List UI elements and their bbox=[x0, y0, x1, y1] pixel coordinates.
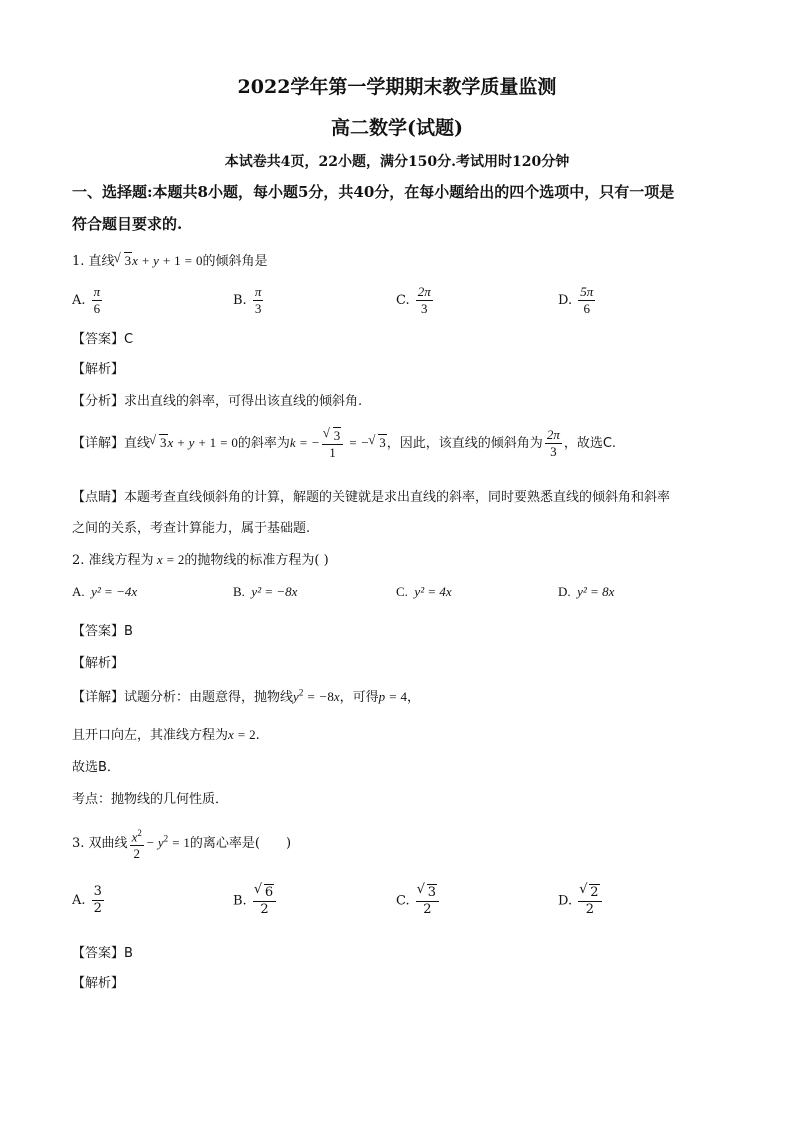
q2-line2: 且开口向左，其准线方程为x = 2. bbox=[72, 727, 260, 743]
q2-option-a[interactable]: A. y² = −4x bbox=[72, 584, 138, 599]
q2-analysis-tag: 【解析】 bbox=[72, 656, 125, 671]
question-1: 1. 直线√ 3x + y + 1 = 0的倾斜角是 bbox=[72, 250, 267, 269]
q3-analysis-tag: 【解析】 bbox=[72, 976, 125, 991]
q1-answer: 【答案】C bbox=[72, 332, 134, 347]
q2-option-c[interactable]: C. y² = 4x bbox=[396, 584, 452, 599]
q1-xiangjie: 【详解】直线√ 3x + y + 1 = 0的斜率为k = − √ $\frac{3}{1}$ = −√ 3，因此，该直线的倾斜角为 $\frac{2\pi}{3}$ ，故选C. bbox=[72, 427, 616, 461]
q1-option-b[interactable]: B. $\frac{\pi}{3}$ bbox=[233, 284, 262, 316]
exam-info: 本试卷共4页，22小题，满分150分.考试用时120分钟 bbox=[224, 154, 570, 170]
q3-answer: 【答案】B bbox=[72, 946, 133, 961]
q3-option-b[interactable]: B. √ $\frac{6}{2}$ bbox=[233, 884, 278, 918]
q2-line4: 考点：抛物线的几何性质． bbox=[72, 792, 229, 807]
section-heading-line1: 一、选择题:本题共8小题，每小题5分，共40分，在每小题给出的四个选项中，只有一项是 bbox=[72, 183, 675, 201]
question-3: 3. 双曲线 $\frac{x^2}{2}$ − $y^2 = 1$的离心率是( ) bbox=[72, 825, 291, 862]
q2-option-d[interactable]: D. y² = 8x bbox=[558, 584, 615, 599]
q1-option-c[interactable]: C. $\frac{2\pi}{3}$ bbox=[396, 284, 431, 316]
q3-option-d[interactable]: D. √ $\frac{2}{2}$ bbox=[558, 884, 604, 918]
q2-xiangjie: 【详解】试题分析：由题意得，抛物线$y^2 = -8x$，可得p = 4， bbox=[72, 687, 420, 705]
q1-dianjing-line2: 之间的关系，考查计算能力，属于基础题. bbox=[72, 521, 311, 536]
q1-dianjing-line1: 【点睛】本题考查直线倾斜角的计算，解题的关键就是求出直线的斜率，同时要熟悉直线的倾斜角和斜率 bbox=[72, 490, 671, 505]
q2-line3: 故选B． bbox=[72, 760, 120, 775]
q1-analysis-tag: 【解析】 bbox=[72, 362, 125, 377]
q1-fenxi: 【分析】求出直线的斜率，可得出该直线的倾斜角. bbox=[72, 394, 363, 409]
q3-option-c[interactable]: C. √ $\frac{3}{2}$ bbox=[396, 884, 441, 918]
q1-option-a[interactable]: A. $\frac{\pi}{6}$ bbox=[72, 284, 101, 316]
page-title: 2022学年第一学期期末教学质量监测 bbox=[237, 76, 557, 98]
q2-option-b[interactable]: B. y² = −8x bbox=[233, 584, 298, 599]
equation: √ 3x + y + 1 = 0 bbox=[115, 253, 203, 268]
question-2: 2. 准线方程为 x = 2的抛物线的标准方程为( ) bbox=[72, 552, 329, 568]
section-heading-line2: 符合题目要求的. bbox=[72, 215, 183, 233]
q2-answer: 【答案】B bbox=[72, 624, 133, 639]
q1-option-d[interactable]: D. $\frac{5\pi}{6}$ bbox=[558, 284, 594, 316]
page-subtitle: 高二数学(试题) bbox=[331, 117, 463, 139]
q3-option-a[interactable]: A. $\frac{3}{2}$ bbox=[72, 884, 102, 916]
